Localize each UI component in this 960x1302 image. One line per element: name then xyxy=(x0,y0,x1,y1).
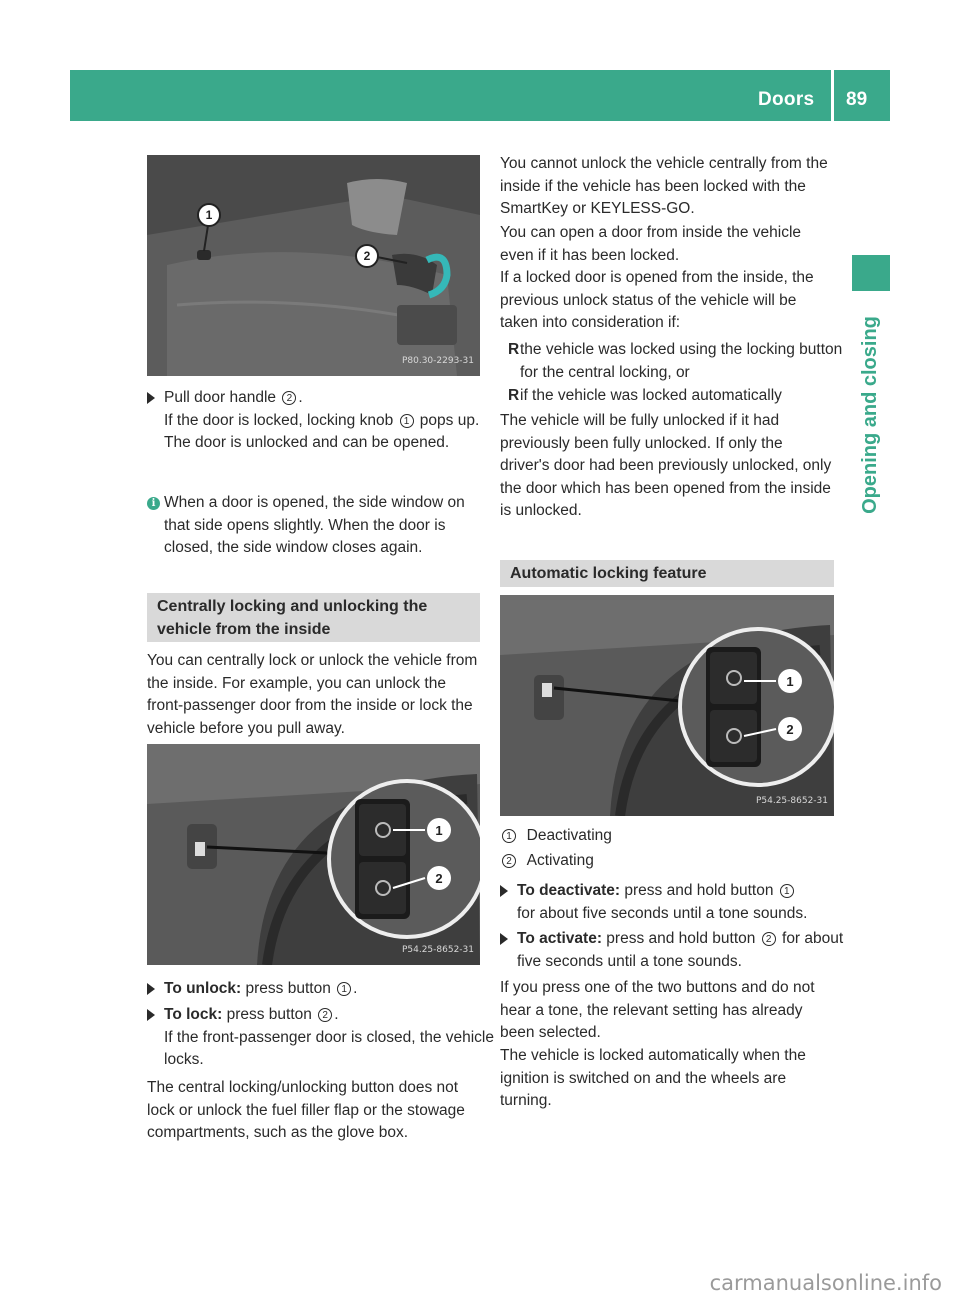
callout-ref: 1 xyxy=(337,982,351,996)
lock-step: To lock: press button 2 . If the front-passenger door is closed, the vehicle locks. xyxy=(147,1004,497,1072)
callout-ref: 2 xyxy=(282,391,296,405)
chapter-tab-marker xyxy=(852,255,890,291)
list-item: R if the vehicle was locked automatically xyxy=(508,387,782,404)
unlock-step: To unlock: press button 1 . xyxy=(147,978,497,1001)
page-section-title: Doors xyxy=(758,89,815,110)
info-note: When a door is opened, the side window on that side opens slightly. When the door is closed, the side window closes again. xyxy=(164,494,465,556)
callout-2: 2 xyxy=(786,722,794,737)
deactivate-step: To deactivate: press and hold button 1 for about five seconds until a tone sounds. xyxy=(500,880,851,925)
paragraph-no-tone: If you press one of the two buttons and do not hear a tone, the relevant setting has already been selected. xyxy=(500,979,815,1041)
door-handle-figure xyxy=(147,155,480,376)
chapter-title: Opening and closing xyxy=(858,316,881,514)
callout-ref: 2 xyxy=(762,932,776,946)
paragraph-fully-unlocked: The vehicle will be fully unlocked if it had previously been fully unlocked. If only the driver's door had been previously unlocked, only the door which has been opened from the inside is unlocked. xyxy=(500,412,832,519)
paragraph-open-door: You can open a door from inside the vehicle even if it has been locked. xyxy=(500,224,802,264)
header-divider xyxy=(831,70,834,121)
figure-code: P54.25-8652-31 xyxy=(755,795,828,806)
legend-item-deactivating: 1 Deactivating xyxy=(500,825,834,848)
callout-1: 1 xyxy=(786,674,794,689)
figure-code: P80.30-2293-31 xyxy=(401,355,474,366)
paragraph-automatic-locking: The vehicle is locked automatically when the ignition is switched on and the wheels are turning. xyxy=(500,1047,806,1109)
central-locking-paragraph: You can centrally lock or unlock the vehicle from the inside. For example, you can unlock the front-passenger door from the inside or lock the vehicle before you pull away. xyxy=(147,652,478,737)
door-panel-illustration xyxy=(147,155,480,376)
callout-ref: 1 xyxy=(400,414,414,428)
step-arrow-icon xyxy=(147,983,155,995)
page-number: 89 xyxy=(846,89,868,110)
section-heading-automatic-locking: Automatic locking feature xyxy=(500,560,834,587)
callout-1: 1 xyxy=(205,208,213,222)
pull-handle-step: Pull door handle 2 . If the door is locked, locking knob 1 pops up. The door is unlocked and can be opened. xyxy=(147,387,497,455)
activate-step: To activate: press and hold button 2 for about five seconds until a tone sounds. xyxy=(500,928,851,973)
automatic-locking-buttons-figure xyxy=(500,595,834,816)
central-locking-buttons-figure xyxy=(147,744,480,965)
callout-2: 2 xyxy=(435,871,443,886)
section-heading-central-locking: Centrally locking and unlocking the vehicle from the inside xyxy=(147,593,480,642)
info-icon: i xyxy=(147,497,160,510)
paragraph-locked-door: If a locked door is opened from the inside, the previous unlock status of the vehicle will be taken into consideration if: xyxy=(500,269,814,331)
step-arrow-icon xyxy=(147,1009,155,1021)
steering-wheel-illustration xyxy=(147,744,480,965)
legend-item-activating: 2 Activating xyxy=(500,850,834,873)
callout-ref: 2 xyxy=(318,1008,332,1022)
paragraph-cannot-unlock: You cannot unlock the vehicle centrally from the inside if the vehicle has been locked with the SmartKey or KEYLESS-GO. xyxy=(500,155,828,217)
central-locking-note: The central locking/unlocking button does not lock or unlock the fuel filler flap or the stowage compartments, such as the glove box. xyxy=(147,1079,465,1141)
callout-2: 2 xyxy=(363,249,371,263)
steering-wheel-illustration xyxy=(500,595,834,816)
step-arrow-icon xyxy=(500,885,508,897)
figure-code: P54.25-8652-31 xyxy=(401,944,474,955)
step-arrow-icon xyxy=(500,933,508,945)
step-arrow-icon xyxy=(147,392,155,404)
callout-ref: 1 xyxy=(780,884,794,898)
callout-1: 1 xyxy=(435,823,443,838)
watermark: carmanualsonline.info xyxy=(709,1270,942,1295)
list-item: R the vehicle was locked using the locking button for the central locking, or xyxy=(508,341,843,381)
